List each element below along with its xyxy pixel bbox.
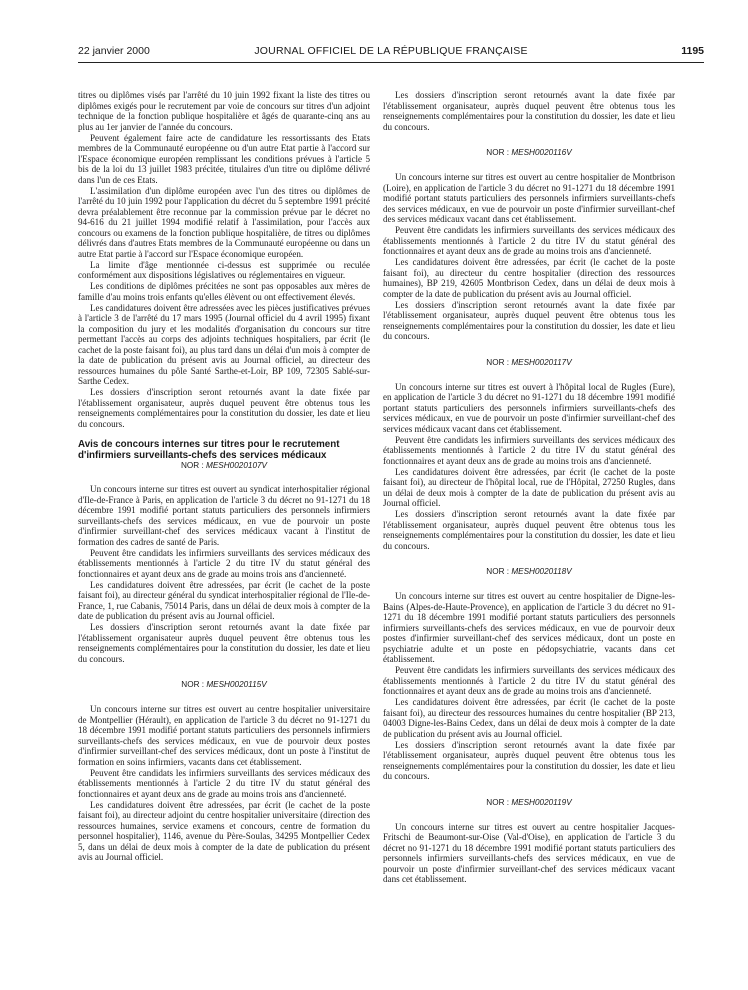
nor-reference <box>78 461 370 471</box>
left-column <box>78 90 370 980</box>
paragraph: Peuvent être candidats les infirmiers surveillants des services médicaux des établissements mentionnés à l'article 2 du titre IV du statut général des fonctionnaires et ayant deux ans de grade au moins trois ans d'ancienneté. <box>78 767 370 799</box>
page-number: 1195 <box>681 45 704 57</box>
paragraph: Peuvent être candidats les infirmiers surveillants des services médicaux des établissements mentionnés à l'article 2 du titre IV du statut général des fonctionnaires et ayant deux ans de grade au moins trois ans d'ancienneté. <box>383 225 675 256</box>
nor-reference <box>383 148 675 158</box>
paragraph: Un concours interne sur titres est ouvert au centre hospitalier universitaire de Montpellier (Hérault), en application de l'article 3 du décret no 91-1271 du 18 décembre 1991 modifié portant statuts particuliers des personnels infirmiers surveillants-chefs des services médicaux, en vue de pourvoir deux postes d'infirmier surveillant-chef des services médicaux, dont un poste à l'institut de formation en soins infirmiers, vacants dans cet établissement. <box>78 704 370 767</box>
paragraph: Peuvent également faire acte de candidature les ressortissants des Etats membres de la Communauté européenne ou d'un autre Etat partie à l'accord sur l'Espace économique européen remplissant les conditions prévues à l'article 5 bis de la loi du 13 juillet 1983 précitée, titulaires d'un titre ou diplôme délivré dans l'un de ces Etats. <box>78 132 370 185</box>
paragraph: L'assimilation d'un diplôme européen avec l'un des titres ou diplômes de l'arrêté du 10 juin 1992 pour l'application du décret du 5 septembre 1991 précité devra préalablement être reconnue par la commission prévue par le décret no 94-616 du 21 juillet 1994 modifié relatif à l'assimilation, pour l'accès aux concours ou examens de la fonction publique hospitalière, de titres ou diplômes délivrés dans d'autres Etats membres de la Communauté européenne ou dans un autre Etat partie à l'accord sur l'Espace économique européen. <box>78 185 370 259</box>
paragraph: Les dossiers d'inscription seront retournés avant la date fixée par l'établissement organisateur, auprès duquel peuvent être obtenus tous les renseignements complémentaires pour la constitution du dossier, les date et lieu du concours. <box>383 739 675 781</box>
paragraph: Un concours interne sur titres est ouvert au centre hospitalier Jacques-Fritschi de Beaumont-sur-Oise (Val-d'Oise), en application de l'article 3 du décret no 91-1271 du 18 décembre 1991 modifié portant statuts particuliers des personnels infirmiers surveillants-chefs des services médicaux, en vue de pourvoir un poste d'infirmier surveillant-chef des services médicaux vacant dans cet établissement. <box>383 821 675 884</box>
paragraph: La limite d'âge mentionnée ci-dessus est supprimée ou reculée conformément aux dispositions législatives ou réglementaires en vigueur. <box>78 259 370 280</box>
nor-label: NOR : <box>486 567 510 576</box>
nor-label: NOR : <box>486 797 510 807</box>
nor-label: NOR : <box>486 357 510 367</box>
header-title: JOURNAL OFFICIEL DE LA RÉPUBLIQUE FRANÇAISE <box>254 45 528 57</box>
nor-code: MESH0020116V <box>511 148 572 157</box>
nor-code: MESH0020115V <box>206 680 267 689</box>
right-column <box>383 90 675 980</box>
paragraph: Les dossiers d'inscription seront retournés avant la date fixée par l'établissement organisateur, auprès duquel peuvent être obtenus tous les renseignements complémentaires pour la constitution du dossier, les date et lieu du concours. <box>383 299 675 341</box>
paragraph: Les candidatures doivent être adressées, par écrit (le cachet de la poste faisant foi), au directeur de l'hôpital local, rue de l'Hôpital, 27250 Rugles, dans un délai de deux mois à compter de la date de publication du présent avis au Journal officiel. <box>383 466 675 508</box>
nor-code: MESH0020118V <box>511 567 572 576</box>
paragraph: Peuvent être candidats les infirmiers surveillants des services médicaux des établissements mentionnés à l'article 2 du titre IV du statut général des fonctionnaires et ayant deux ans de grade au moins trois ans d'ancienneté. <box>78 547 370 579</box>
paragraph: titres ou diplômes visés par l'arrêté du 10 juin 1992 fixant la liste des titres ou diplômes exigés pour le recrutement par voie de concours sur titres d'un adjoint technique de la fonction publique hospitalière et âgés de quarante-cinq ans au plus au 1er janvier de l'année du concours. <box>78 90 370 132</box>
paragraph: Les dossiers d'inscription seront retournés avant la date fixée par l'établissement organisateur, auprès duquel peuvent être obtenus tous les renseignements complémentaires pour la constitution du dossier, les date et lieu du concours. <box>78 387 370 429</box>
paragraph: Les candidatures doivent être adressées, par écrit (le cachet de la poste faisant foi), au directeur général du syndicat interhospitalier régional de l'Ile-de-France, 1, rue Cabanis, 75014 Paris, dans un délai de deux mois à compter de la date de publication du présent avis au Journal officiel. <box>78 579 370 621</box>
nor-reference <box>383 358 675 368</box>
paragraph: Les candidatures doivent être adressées, par écrit (le cachet de la poste faisant foi), au directeur des ressources humaines du centre hospitalier (BP 213, 04003 Digne-les-Bains Cedex, dans un délai de deux mois à compter de la date de publication du présent avis au Journal officiel. <box>383 697 675 739</box>
paragraph: Peuvent être candidats les infirmiers surveillants des services médicaux des établissements mentionnés à l'article 2 du titre IV du statut général des fonctionnaires et ayant deux ans de grade au moins trois ans d'ancienneté. <box>383 434 675 466</box>
paragraph: Un concours interne sur titres est ouvert à l'hôpital local de Rugles (Eure), en application de l'article 3 du décret no 91-1271 du 18 décembre 1991 modifié portant statuts particuliers des personnels infirmiers surveillants-chefs des services médicaux, en vue de pourvoir un poste d'infirmier surveillant-chef des services médicaux vacant dans cet établissement. <box>383 381 675 434</box>
nor-reference <box>78 680 370 690</box>
header-date: 22 janvier 2000 <box>78 45 150 57</box>
nor-reference <box>383 798 675 808</box>
section-title: Avis de concours internes sur titres pour le recrutement d'infirmiers surveillants-chefs des services médicaux <box>78 439 340 461</box>
paragraph: Un concours interne sur titres est ouvert au syndicat interhospitalier régional d'Ile-de-France à Paris, en application de l'article 3 du décret no 91-1271 du 18 décembre 1991 modifié portant statuts particuliers des personnels infirmiers surveillants-chefs des services médicaux, en vue de pourvoir un poste d'infirmier surveillant-chef des services médicaux vacant à l'institut de formation des cadres de santé de Paris. <box>78 484 370 547</box>
nor-code: MESH0020119V <box>511 797 572 807</box>
nor-reference <box>383 567 675 577</box>
nor-label: NOR : <box>180 461 204 470</box>
paragraph: Les dossiers d'inscription seront retournés avant la date fixée par l'établissement organisateur, auprès duquel peuvent être obtenus tous les renseignements complémentaires pour la constitution du dossier, les date et lieu du concours. <box>383 90 675 132</box>
paragraph: Les candidatures doivent être adressées, par écrit (le cachet de la poste faisant foi), au directeur adjoint du centre hospitalier universitaire (direction des ressources humaines, service examens et concours, centre de formation du personnel hospitalier), 1146, avenue du Père-Soulas, 34295 Montpellier Cedex 5, dans un délai de deux mois à compter de la date de publication du présent avis au Journal officiel. <box>78 799 370 862</box>
paragraph: Les conditions de diplômes précitées ne sont pas opposables aux mères de famille d'au moins trois enfants qu'elles élèvent ou ont effectivement élevés. <box>78 281 370 302</box>
paragraph: Peuvent être candidats les infirmiers surveillants des services médicaux des établissements mentionnés à l'article 2 du titre IV du statut général des fonctionnaires et ayant deux ans de grade au moins trois ans d'ancienneté. <box>383 665 675 696</box>
nor-label: NOR : <box>486 148 510 157</box>
paragraph: Les candidatures doivent être adressées, par écrit (le cachet de la poste faisant foi), au directeur du centre hospitalier (direction des ressources humaines), BP 219, 42605 Montbrison Cedex, dans un délai de deux mois à compter de la date de publication du présent avis au Journal officiel. <box>383 257 675 299</box>
nor-code: MESH0020117V <box>511 357 572 367</box>
nor-label: NOR : <box>181 680 205 689</box>
nor-code: MESH0020107V <box>206 461 268 470</box>
paragraph: Un concours interne sur titres est ouvert au centre hospitalier de Digne-les-Bains (Alpes-de-Haute-Provence), en application de l'article 3 du décret no 91-1271 du 18 décembre 1991 modifié portant statuts particuliers des personnels infirmiers surveillants-chefs des services médicaux, en vue de pourvoir deux postes d'infirmier surveillant-chef des services médicaux, dont un poste en psychiatrie adulte et un poste en pédopsychiatrie, vacants dans cet établissement. <box>383 591 675 664</box>
page-header <box>78 42 704 63</box>
paragraph: Les dossiers d'inscription seront retournés avant la date fixée par l'établissement organisateur auprès duquel peuvent être obtenus tous les renseignements complémentaires pour la constitution du dossier, les date et lieu du concours. <box>78 622 370 664</box>
paragraph: Les dossiers d'inscription seront retournés avant la date fixée par l'établissement organisateur, auprès duquel peuvent être obtenus tous les renseignements complémentaires pour la constitution du dossier, les date et lieu du concours. <box>383 509 675 551</box>
paragraph: Un concours interne sur titres est ouvert au centre hospitalier de Montbrison (Loire), en application de l'article 3 du décret no 91-1271 du 18 décembre 1991 modifié portant statuts particuliers des personnels infirmiers surveillants-chefs des services médicaux, en vue de pourvoir un poste d'infirmier surveillant-chef des services médicaux vacant dans cet établissement. <box>383 172 675 224</box>
paragraph: Les candidatures doivent être adressées avec les pièces justificatives prévues à l'article 3 de l'arrêté du 17 mars 1995 (Journal officiel du 4 avril 1995) fixant la composition du jury et les modalités d'organisation du concours sur titre permettant l'accès au corps des adjoints techniques hospitaliers, par écrit (le cachet de la poste faisant foi), au plus tard dans un délai d'un mois à compter de la date de publication du présent avis au Journal officiel, au directeur des ressources humaines du pôle Santé Sarthe-et-Loir, BP 109, 72305 Sablé-sur-Sarthe Cedex. <box>78 302 370 386</box>
